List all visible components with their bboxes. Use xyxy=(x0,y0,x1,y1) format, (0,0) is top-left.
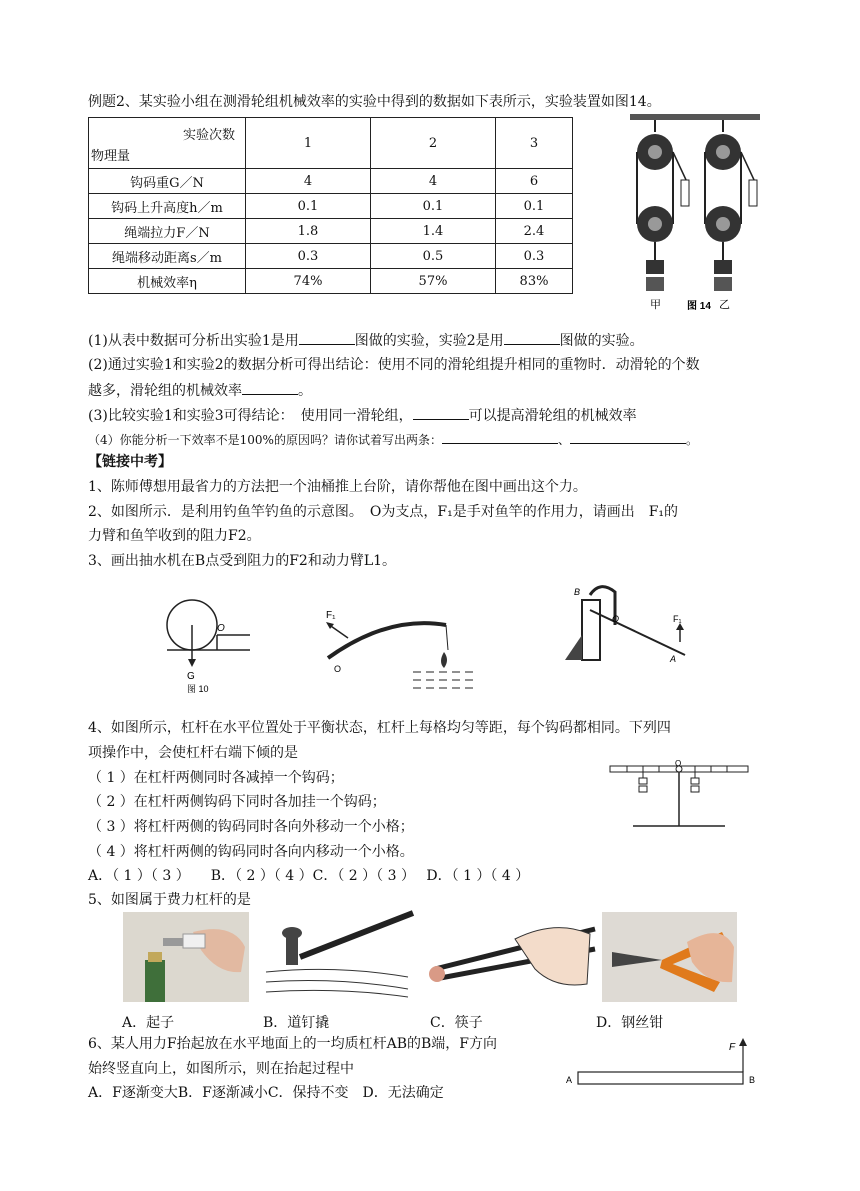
header-bottom-label: 物理量 xyxy=(91,149,131,164)
cell: 2.4 xyxy=(496,219,573,244)
q4-end: 。 xyxy=(685,433,698,447)
q1-blank-2[interactable] xyxy=(504,330,560,345)
question-1 xyxy=(88,330,644,351)
header-top-label: 实验次数 xyxy=(182,128,235,143)
q4-blank-1[interactable] xyxy=(442,429,558,444)
row-label: 绳端拉力F／N xyxy=(89,219,246,244)
cell: 6 xyxy=(496,169,573,194)
cell: 0.5 xyxy=(371,244,496,269)
bottle-opener-image xyxy=(123,912,249,1002)
table-col-header: 1 xyxy=(246,118,371,169)
cell: 0.1 xyxy=(496,194,573,219)
cell: 83% xyxy=(496,269,573,294)
figure-label-right: 乙 xyxy=(719,299,730,311)
question-4 xyxy=(88,429,698,450)
fishing-rod-figure xyxy=(318,600,488,695)
table-row xyxy=(89,269,573,294)
item-4-line-2: 项操作中，会使杠杆右端下倾的是 xyxy=(88,745,298,761)
q3-text-a: (3)比较实验1和实验3可得结论： 使用同一滑轮组， xyxy=(88,408,413,424)
fig10-label-g: G xyxy=(187,671,195,682)
q4-text-a: （4）你能分析一下效率不是100%的原因吗？请你试着写出两条： xyxy=(88,433,442,447)
pump-label-b: B xyxy=(574,587,581,597)
item-5-option-c: C．筷子 xyxy=(430,1015,483,1031)
row-label: 钩码重G／N xyxy=(89,169,246,194)
water-pump-figure xyxy=(560,580,700,665)
row-label: 绳端移动距离s／m xyxy=(89,244,246,269)
rod-label-f1: F₁ xyxy=(326,610,336,621)
item-4-option-1: （ 1 ）在杠杆两侧同时各减掉一个钩码； xyxy=(88,770,344,786)
row-label: 钩码上升高度h／m xyxy=(89,194,246,219)
fig10-label-o: O xyxy=(217,623,225,634)
table-header-row xyxy=(89,118,573,169)
table-row xyxy=(89,194,573,219)
q1-text-c: 图做的实验。 xyxy=(559,333,644,349)
q1-blank-1[interactable] xyxy=(299,330,355,345)
q4-sep: 、 xyxy=(557,433,570,447)
item-6-line-1: 6、某人用力F抬起放在水平地面上的一均质杠杆AB的B端，F方向 xyxy=(88,1036,498,1052)
table-row xyxy=(89,219,573,244)
lever-balance-figure xyxy=(605,760,755,832)
pliers-image xyxy=(602,912,737,1002)
pump-label-o: O xyxy=(612,614,620,624)
item-2-line-2: 力臂和鱼竿收到的阻力F2。 xyxy=(88,528,261,544)
item-5: 5、如图属于费力杠杆的是 xyxy=(88,892,251,908)
lever-ab-figure xyxy=(562,1036,767,1088)
section-title: 【链接中考】 xyxy=(88,454,172,470)
question-2-line-2 xyxy=(88,380,312,401)
experiment-table xyxy=(88,117,573,294)
row-label: 机械效率η xyxy=(89,269,246,294)
question-3 xyxy=(88,405,637,426)
item-6-line-2: 始终竖直向上，如图所示，则在抬起过程中 xyxy=(88,1061,354,1077)
cell: 0.3 xyxy=(246,244,371,269)
item-1: 1、陈师傅想用最省力的方法把一个油桶推上台阶，请你帮他在图中画出这个力。 xyxy=(88,479,587,495)
q2-blank[interactable] xyxy=(242,380,298,395)
cell: 1.4 xyxy=(371,219,496,244)
rod-label-o: O xyxy=(334,664,342,674)
cell: 4 xyxy=(246,169,371,194)
item-5-option-d: D．钢丝钳 xyxy=(596,1015,664,1031)
table-row xyxy=(89,169,573,194)
cell: 0.3 xyxy=(496,244,573,269)
cell: 0.1 xyxy=(371,194,496,219)
item-4-option-2: （ 2 ）在杠杆两侧钩码下同时各加挂一个钩码； xyxy=(88,794,386,810)
table-row xyxy=(89,244,573,269)
figure-label-left: 甲 xyxy=(650,299,661,311)
table-col-header: 3 xyxy=(496,118,573,169)
cell: 0.1 xyxy=(246,194,371,219)
chopsticks-image xyxy=(425,914,597,998)
lever-ab-label-f: F xyxy=(729,1042,736,1053)
lever-label-o: O xyxy=(675,760,682,768)
fig10-caption: 图 10 xyxy=(187,684,209,694)
table-col-header: 2 xyxy=(371,118,496,169)
cell: 1.8 xyxy=(246,219,371,244)
q3-blank[interactable] xyxy=(413,405,469,420)
cell: 4 xyxy=(371,169,496,194)
item-4-option-3: （ 3 ）将杠杆两侧的钩码同时各向外移动一个小格； xyxy=(88,819,414,835)
item-4-choices: A．（ 1 ）（ 3 ） B．（ 2 ）（ 4 ）C．（ 2 ）（ 3 ） D．（ 1 ）（ 4 ） xyxy=(88,868,530,884)
question-2-line-1: (2)通过实验1和实验2的数据分析可得出结论：使用不同的滑轮组提升相同的重物时．动滑轮的个数 xyxy=(88,357,700,373)
rail-spike-bar-image xyxy=(258,907,420,1004)
lever-ab-label-a: A xyxy=(566,1075,573,1085)
item-5-option-b: B．道钉撬 xyxy=(263,1015,330,1031)
cell: 74% xyxy=(246,269,371,294)
q2-text-c: 。 xyxy=(298,383,312,399)
q1-text-b: 图做的实验，实验2是用 xyxy=(354,333,504,349)
lever-ab-label-b: B xyxy=(749,1075,756,1085)
cell: 57% xyxy=(371,269,496,294)
q4-blank-2[interactable] xyxy=(570,429,686,444)
table-corner-header xyxy=(89,118,246,169)
item-4-option-4: （ 4 ）将杠杆两侧的钩码同时各向内移动一个小格。 xyxy=(88,844,414,860)
example-intro: 例题2、某实验小组在测滑轮组机械效率的实验中得到的数据如下表所示，实验装置如图14。 xyxy=(88,94,661,110)
q2-text-b: 越多，滑轮组的机械效率 xyxy=(88,383,242,399)
item-5-option-a: A．起子 xyxy=(122,1015,175,1031)
q1-text-a: (1)从表中数据可分析出实验1是用 xyxy=(88,333,299,349)
q3-text-b: 可以提高滑轮组的机械效率 xyxy=(468,408,637,424)
figure-14-caption: 图 14 xyxy=(687,301,711,312)
pump-label-a: A xyxy=(670,654,677,664)
item-2-line-1: 2、如图所示．是利用钓鱼竿钓鱼的示意图。 O为支点，F₁是手对鱼竿的作用力，请画出 F₁的 xyxy=(88,504,679,520)
item-6-choices: A．F逐渐变大B．F逐渐减小C．保持不变 D．无法确定 xyxy=(88,1085,444,1101)
item-3: 3、画出抽水机在B点受到阻力的F2和动力臂L1。 xyxy=(88,553,397,569)
pump-label-f1: F₁ xyxy=(673,614,682,624)
pulley-figure xyxy=(615,112,775,312)
item-4-line-1: 4、如图所示，杠杆在水平位置处于平衡状态，杠杆上每格均匀等距，每个钩码都相同。下列四 xyxy=(88,720,671,736)
barrel-figure xyxy=(165,595,255,695)
